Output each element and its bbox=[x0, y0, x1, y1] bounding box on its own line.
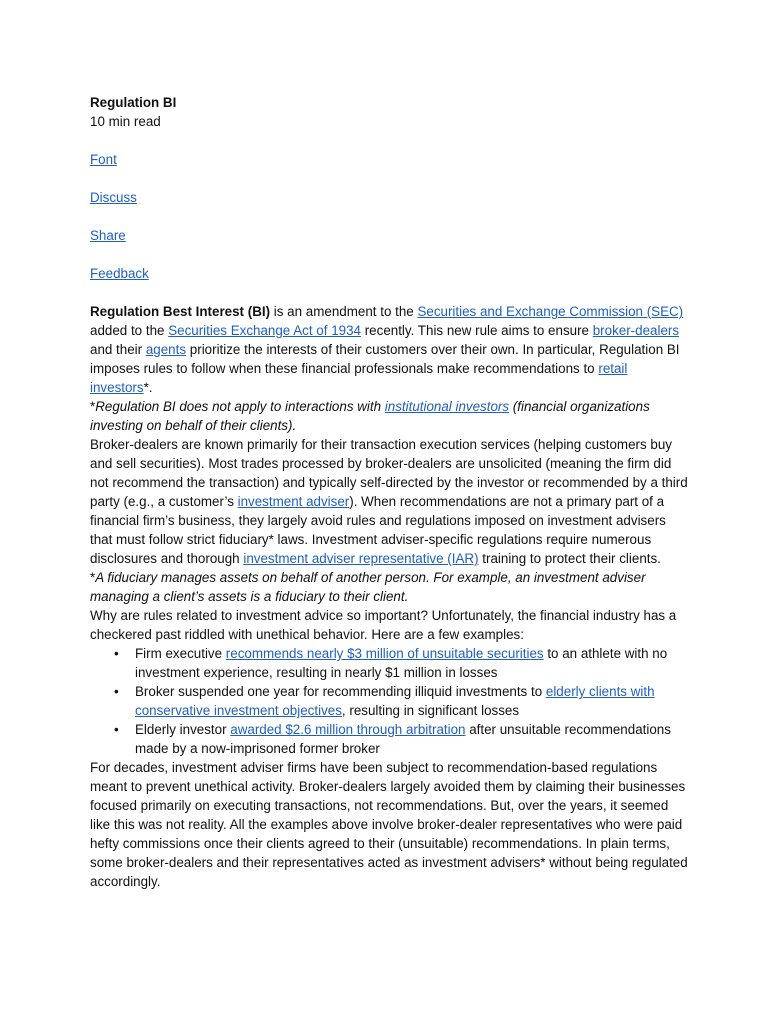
bullet-icon: • bbox=[114, 722, 119, 737]
list-item bbox=[114, 682, 690, 720]
page-title: Regulation BI bbox=[90, 95, 177, 110]
font-link[interactable]: Font bbox=[90, 152, 117, 167]
exchange-act-link[interactable]: Securities Exchange Act of 1934 bbox=[168, 323, 361, 338]
list-item-text: after unsuitable recommendations made by a now-imprisoned former broker bbox=[135, 722, 671, 756]
unsuitable-securities-link[interactable]: recommends nearly $3 million of unsuitable securities bbox=[225, 646, 544, 661]
intro-text: added to the bbox=[90, 323, 169, 338]
footnote-fiduciary bbox=[90, 568, 690, 606]
footnote-text: A fiduciary manages assets on behalf of another person. For example, an investment adviser managing a client’s assets is a fiduciary to their client. bbox=[90, 570, 646, 604]
list-item-text: , resulting in significant losses bbox=[341, 703, 520, 718]
broker-dealers-link[interactable]: broker-dealers bbox=[592, 323, 680, 338]
footnote-marker: * bbox=[90, 570, 96, 585]
elderly-clients-link[interactable]: elderly clients with conservative investment objectives bbox=[135, 684, 655, 718]
intro-text: and their bbox=[90, 342, 146, 357]
list-item-text: to an athlete with no investment experience, resulting in nearly $1 million in losses bbox=[135, 646, 668, 680]
institutional-investors-link[interactable]: institutional investors bbox=[384, 399, 510, 414]
agents-link[interactable]: agents bbox=[145, 342, 187, 357]
footnote-institutional bbox=[90, 397, 690, 435]
share-link[interactable]: Share bbox=[90, 228, 126, 243]
footnote-text: (financial organizations investing on behalf of their clients). bbox=[90, 399, 650, 433]
document-page bbox=[90, 93, 690, 891]
arbitration-link[interactable]: awarded $2.6 million through arbitration bbox=[230, 722, 466, 737]
retail-investors-link[interactable]: retail investors bbox=[90, 361, 628, 395]
iar-link[interactable]: investment adviser representative (IAR) bbox=[243, 551, 479, 566]
intro-text: is an amendment to the bbox=[270, 304, 418, 319]
footnote-text: Regulation BI does not apply to interactions with bbox=[95, 399, 385, 414]
discuss-link[interactable]: Discuss bbox=[90, 190, 137, 205]
list-item-text: Broker suspended one year for recommending illiquid investments to bbox=[135, 684, 546, 699]
broker-dealers-paragraph bbox=[90, 435, 690, 568]
bullet-icon: • bbox=[114, 646, 119, 661]
intro-text: prioritize the interests of their customers over their own. In particular, Regulation BI imposes rules to follow when these financial professionals make recommendations to bbox=[90, 342, 680, 376]
investment-adviser-link[interactable]: investment adviser bbox=[237, 494, 350, 509]
feedback-link[interactable]: Feedback bbox=[90, 266, 149, 281]
examples-intro-paragraph: Why are rules related to investment advice so important? Unfortunately, the financial industry has a checkered past riddled with unethical behavior. Here are a few examples: bbox=[90, 608, 677, 642]
footnote-marker: * bbox=[90, 399, 96, 414]
sec-link[interactable]: Securities and Exchange Commission (SEC) bbox=[417, 304, 684, 319]
read-time: 10 min read bbox=[90, 114, 161, 129]
list-item-text: Firm executive bbox=[135, 646, 226, 661]
paragraph-text: Broker-dealers are known primarily for their transaction execution services (helping customers buy and sell securities). Most trades processed by broker-dealers are unsolicited (meaning the firm did not recommend the transaction) and typically self-directed by the investor or recommended by a third party (e.g., a customer’s bbox=[90, 437, 688, 509]
history-paragraph: For decades, investment adviser firms have been subject to recommendation-based regulations meant to prevent unethical activity. Broker-dealers largely avoided them by claiming their businesses focused primarily on executing transactions, not recommendations. But, over the years, it seemed like this was not reality. All the examples above involve broker-dealer representatives who were paid hefty commissions once their clients agreed to their (unsuitable) recommendations. In plain terms, some broker-dealers and their representatives acted as investment advisers* without being regulated accordingly. bbox=[90, 760, 688, 889]
paragraph-text: ). When recommendations are not a primary part of a financial firm’s business, they largely avoid rules and regulations imposed on investment advisers that must follow strict fiduciary* laws. Investment adviser-specific regulations require numerous disclosures and thorough bbox=[90, 494, 666, 566]
bullet-icon: • bbox=[114, 684, 119, 699]
intro-text: *. bbox=[143, 380, 153, 395]
list-item bbox=[114, 720, 690, 758]
paragraph-text: training to protect their clients. bbox=[478, 551, 661, 566]
list-item-text: Elderly investor bbox=[135, 722, 231, 737]
examples-list bbox=[90, 644, 690, 758]
intro-text: recently. This new rule aims to ensure bbox=[361, 323, 593, 338]
intro-bold-term: Regulation Best Interest (BI) bbox=[90, 304, 271, 319]
list-item bbox=[114, 644, 690, 682]
intro-paragraph bbox=[90, 302, 690, 397]
